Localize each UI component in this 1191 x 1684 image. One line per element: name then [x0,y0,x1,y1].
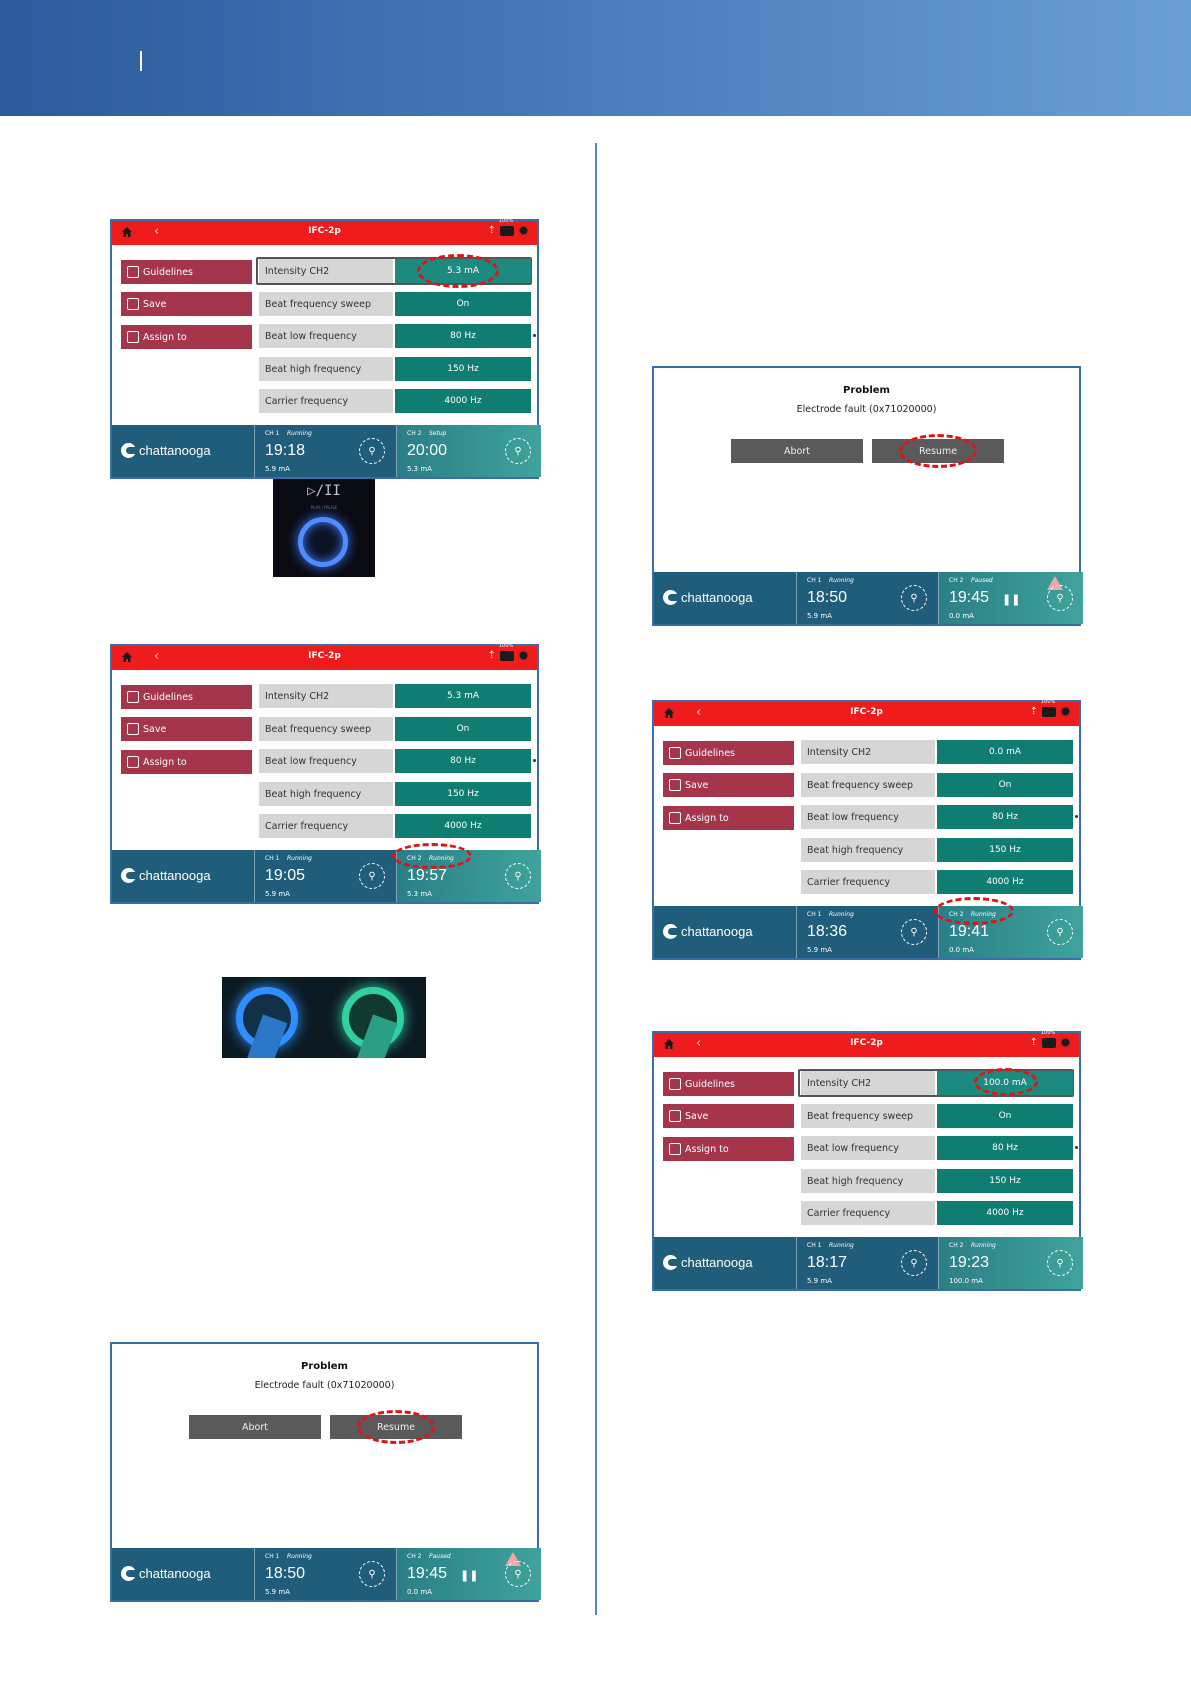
usb-icon: ⇡ [1029,706,1038,717]
top-bar [112,642,537,670]
channel-2-tile[interactable] [396,425,541,477]
channel-intensity: 0.0 mA [949,946,974,954]
channel-state: Running [287,855,312,862]
header-separator [140,51,142,71]
battery-level: 100% [1041,1029,1056,1036]
param-value[interactable]: 150 Hz [395,782,531,806]
resume-button[interactable]: Resume [330,1415,462,1439]
save-icon [127,723,139,735]
battery-level: 100% [1041,698,1056,705]
guidelines-label: Guidelines [685,1078,735,1090]
electrode-icon: ⚲ [901,1250,927,1276]
channel-timer: 19:18 [265,442,306,459]
param-label: Beat high frequency [259,782,393,806]
device-screen-3 [652,700,1081,960]
channel-label: CH 2 [407,430,422,437]
channel-bar [654,572,1079,624]
channel-state: Running [287,430,312,437]
save-button[interactable] [663,1104,794,1128]
param-value[interactable]: On [937,1104,1073,1128]
channel-timer: 18:36 [807,923,848,940]
chattanooga-logo [121,1566,211,1581]
program-title: IFC-2p [850,1038,883,1048]
electrode-icon: ⚲ [1047,1250,1073,1276]
param-label: Carrier frequency [259,389,393,413]
battery-icon [1041,1029,1056,1048]
scroll-indicator [533,759,536,762]
assign-label: Assign to [143,756,187,768]
logo-text: chattanooga [681,590,753,605]
guidelines-label: Guidelines [685,747,735,759]
channel-bar [654,1237,1079,1289]
channel-label: CH 2 [949,1242,964,1249]
play-pause-caption: PLAY / PAUSE [310,505,338,510]
channel-label: CH 2 [407,1553,422,1560]
gear-icon[interactable] [518,225,529,236]
logo-mark-icon [121,443,136,458]
save-button[interactable] [121,717,252,741]
channel-state: Paused [971,577,993,584]
channel-state: Running [829,577,854,584]
guidelines-button[interactable] [663,1072,794,1096]
channel-state: Running [287,1553,312,1560]
param-value[interactable]: 4000 Hz [937,870,1073,894]
param-label: Intensity CH2 [801,1071,935,1095]
save-button[interactable] [663,773,794,797]
param-value[interactable]: 4000 Hz [937,1201,1073,1225]
electrode-icon: ⚲ [901,585,927,611]
param-value[interactable]: 80 Hz [395,324,531,348]
channel-bar [112,850,537,902]
usb-icon: ⇡ [1029,1037,1038,1048]
channel-label: CH 1 [265,1553,280,1560]
pause-icon: ❚❚ [460,1569,479,1582]
param-value[interactable]: 4000 Hz [395,389,531,413]
logo-text: chattanooga [139,1566,211,1581]
assign-to-button[interactable] [663,806,794,830]
channel-state: Running [971,911,996,918]
guidelines-icon [669,1078,681,1090]
program-title: IFC-2p [308,226,341,236]
channel-2-tile[interactable] [938,1237,1083,1289]
electrode-icon: ⚲ [359,1561,385,1587]
param-value[interactable]: On [395,717,531,741]
logo-mark-icon [121,868,136,883]
param-label: Beat frequency sweep [259,717,393,741]
program-title: IFC-2p [850,707,883,717]
channel-state: Running [429,855,454,862]
channel-label: CH 1 [807,577,822,584]
device-screen-4 [652,1031,1081,1291]
top-bar [654,1029,1079,1057]
device-screen-2 [110,644,539,904]
assign-to-button[interactable] [663,1137,794,1161]
save-label: Save [685,779,709,791]
chattanooga-logo [663,590,753,605]
save-label: Save [685,1110,709,1122]
save-label: Save [143,723,167,735]
guidelines-icon [669,747,681,759]
electrode-icon: ⚲ [359,438,385,464]
param-label: Beat frequency sweep [801,773,935,797]
param-label: Beat low frequency [801,805,935,829]
assign-icon [127,331,139,343]
abort-button[interactable]: Abort [731,439,863,463]
electrode-icon: ⚲ [359,863,385,889]
highlight-oval [392,843,472,869]
channel-2-tile[interactable] [396,1548,541,1600]
channel-label: CH 1 [265,855,280,862]
guidelines-icon [127,691,139,703]
param-label: Intensity CH2 [259,259,393,283]
channel-state: Setup [429,430,447,437]
channel-state: Running [971,1242,996,1249]
guidelines-button[interactable] [663,741,794,765]
channel-intensity: 5.9 mA [807,946,832,954]
channel-1-tile[interactable] [796,572,937,624]
assign-to-button[interactable] [121,750,252,774]
guidelines-icon [127,266,139,278]
assign-label: Assign to [685,812,729,824]
param-value[interactable]: 100.0 mA [937,1071,1073,1095]
highlight-oval [417,254,499,288]
back-icon[interactable]: ‹ [696,705,702,720]
channel-state: Paused [429,1553,451,1560]
back-icon[interactable]: ‹ [696,1036,702,1051]
usb-icon: ⇡ [487,225,496,236]
program-title: IFC-2p [308,651,341,661]
channel-lights-photo [222,977,426,1058]
param-label: Beat low frequency [259,324,393,348]
channel-label: CH 2 [949,911,964,918]
scroll-indicator [1075,815,1078,818]
logo-mark-icon [663,924,678,939]
param-label: Beat high frequency [259,357,393,381]
dialog-title: Problem [843,385,890,396]
logo-text: chattanooga [681,924,753,939]
channel-1-tile[interactable] [796,1237,937,1289]
electrode-icon: ⚲ [505,438,531,464]
back-icon[interactable]: ‹ [154,649,160,664]
gear-icon[interactable] [518,650,529,661]
play-pause-photo [273,479,375,577]
param-label: Beat high frequency [801,1169,935,1193]
status-area [1029,1029,1071,1048]
param-label: Beat frequency sweep [259,292,393,316]
channel-1-tile[interactable] [254,425,395,477]
channel-1-tile[interactable] [254,850,395,902]
logo-text: chattanooga [681,1255,753,1270]
channel-timer: 20:00 [407,442,448,459]
usb-icon: ⇡ [487,650,496,661]
param-value[interactable]: 150 Hz [395,357,531,381]
channel-intensity: 5.9 mA [265,465,290,473]
assign-label: Assign to [143,331,187,343]
logo-text: chattanooga [139,868,211,883]
channel-2-tile[interactable] [938,572,1083,624]
param-value[interactable]: 5.3 mA [395,684,531,708]
top-bar [654,698,1079,726]
battery-icon [499,217,514,236]
channel-intensity: 100.0 mA [949,1277,983,1285]
channel-timer: 19:57 [407,867,448,884]
param-value[interactable]: 5.3 mA [395,259,531,283]
chattanooga-logo [663,1255,753,1270]
electrode-icon: ⚲ [1047,919,1073,945]
assign-icon [669,1143,681,1155]
highlight-oval [974,1068,1038,1096]
param-label: Beat frequency sweep [801,1104,935,1128]
status-area [487,217,529,236]
guidelines-button[interactable] [121,685,252,709]
param-value[interactable]: On [937,773,1073,797]
channel-intensity: 5.9 mA [265,890,290,898]
electrode-icon: ⚲ [505,863,531,889]
column-divider [595,143,597,1615]
guidelines-button[interactable] [121,260,252,284]
param-value[interactable]: 150 Hz [937,1169,1073,1193]
electrode-icon: ⚲ [901,919,927,945]
page-header-band [0,0,1191,116]
channel-intensity: 5.9 mA [807,612,832,620]
device-screen-dialog-1 [110,1342,539,1602]
param-value[interactable]: 4000 Hz [395,814,531,838]
channel-label: CH 2 [949,577,964,584]
channel-intensity: 0.0 mA [407,1588,432,1596]
channel-timer: 19:45 [949,589,990,606]
channel-bar [112,1548,537,1600]
channel-intensity: 0.0 mA [949,612,974,620]
chattanooga-logo [663,924,753,939]
channel-label: CH 2 [407,855,422,862]
back-icon[interactable]: ‹ [154,224,160,239]
guidelines-label: Guidelines [143,691,193,703]
save-icon [669,779,681,791]
pause-icon: ❚❚ [1002,593,1021,606]
play-pause-button-ring [298,517,348,567]
channel-state: Running [829,911,854,918]
channel-timer: 18:50 [807,589,848,606]
param-label: Carrier frequency [801,1201,935,1225]
channel-intensity: 5.9 mA [807,1277,832,1285]
assign-icon [127,756,139,768]
channel-intensity: 5.3 mA [407,465,432,473]
logo-mark-icon [663,590,678,605]
play-pause-symbol: ▷/II [307,483,341,499]
channel-timer: 19:05 [265,867,306,884]
param-value[interactable]: 0.0 mA [937,740,1073,764]
status-area [487,642,529,661]
chattanooga-logo [121,868,211,883]
channel-timer: 19:23 [949,1254,990,1271]
param-label: Beat low frequency [801,1136,935,1160]
save-icon [669,1110,681,1122]
logo-text: chattanooga [139,443,211,458]
logo-mark-icon [663,1255,678,1270]
save-icon [127,298,139,310]
electrode-icon: ⚲ [505,1561,531,1587]
channel-timer: 19:45 [407,1565,448,1582]
channel-intensity: 5.9 mA [265,1588,290,1596]
highlight-oval [357,1410,435,1444]
battery-icon [1041,698,1056,717]
param-label: Beat low frequency [259,749,393,773]
highlight-oval [899,434,977,468]
param-label: Intensity CH2 [259,684,393,708]
guidelines-label: Guidelines [143,266,193,278]
battery-icon [499,642,514,661]
channel-1-tile[interactable] [254,1548,395,1600]
param-value[interactable]: On [395,292,531,316]
save-button[interactable] [121,292,252,316]
channel-bar [112,425,537,477]
channel-label: CH 1 [807,1242,822,1249]
highlight-oval [934,897,1014,925]
param-label: Intensity CH2 [801,740,935,764]
channel-bar [654,906,1079,958]
scroll-indicator [1075,1146,1078,1149]
param-value[interactable]: 80 Hz [395,749,531,773]
param-value[interactable]: 80 Hz [937,805,1073,829]
status-area [1029,698,1071,717]
device-screen-1 [110,219,539,479]
assign-label: Assign to [685,1143,729,1155]
electrode-icon: ⚲ [1047,585,1073,611]
param-value[interactable]: 80 Hz [937,1136,1073,1160]
channel-state: Running [829,1242,854,1249]
top-bar [112,217,537,245]
param-value[interactable]: 150 Hz [937,838,1073,862]
param-label: Carrier frequency [259,814,393,838]
gear-icon[interactable] [1060,706,1071,717]
assign-icon [669,812,681,824]
gear-icon[interactable] [1060,1037,1071,1048]
channel-timer: 18:17 [807,1254,848,1271]
battery-level: 100% [499,642,514,649]
param-label: Beat high frequency [801,838,935,862]
channel-intensity: 5.3 mA [407,890,432,898]
battery-level: 100% [499,217,514,224]
scroll-indicator [533,334,536,337]
dialog-message: Electrode fault (0x71020000) [254,1380,395,1391]
abort-button[interactable]: Abort [189,1415,321,1439]
channel-timer: 18:50 [265,1565,306,1582]
save-label: Save [143,298,167,310]
resume-button[interactable]: Resume [872,439,1004,463]
dialog-message: Electrode fault (0x71020000) [796,404,937,415]
param-label: Carrier frequency [801,870,935,894]
channel-label: CH 1 [265,430,280,437]
dialog-title: Problem [301,1361,348,1372]
assign-to-button[interactable] [121,325,252,349]
device-screen-dialog-2 [652,366,1081,626]
channel-1-tile[interactable] [796,906,937,958]
channel-label: CH 1 [807,911,822,918]
channel-timer: 19:41 [949,923,990,940]
logo-mark-icon [121,1566,136,1581]
chattanooga-logo [121,443,211,458]
